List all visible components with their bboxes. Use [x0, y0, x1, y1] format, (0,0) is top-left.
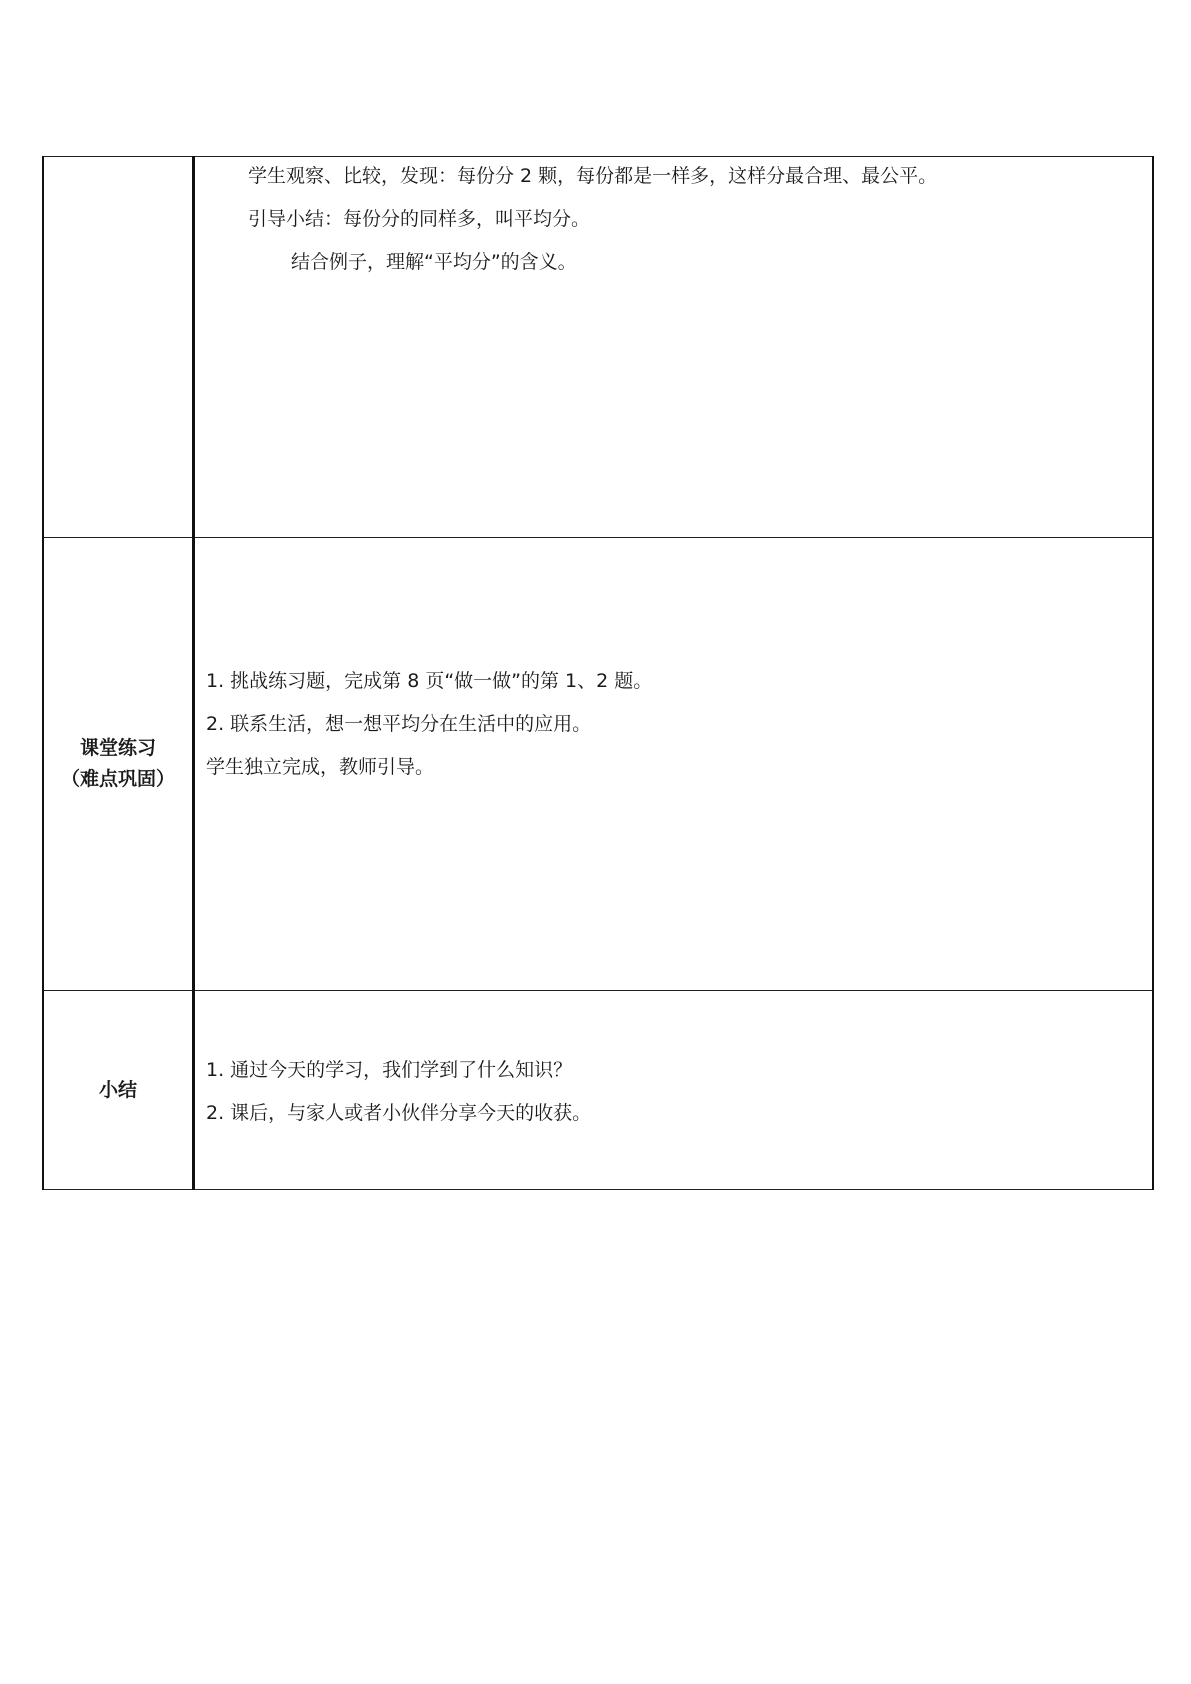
- row-label-classroom-practice: [43, 538, 194, 991]
- text-line: 2. 课后，与家人或者小伙伴分享今天的收获。: [206, 1102, 592, 1124]
- row-content-classroom-practice: [194, 538, 1154, 991]
- row-label-line1: 小结: [98, 1078, 137, 1101]
- table-row-classroom-practice: [43, 538, 1153, 991]
- row-label-line1: 课堂练习: [79, 737, 156, 759]
- row-label-line2: （难点巩固）: [60, 768, 175, 790]
- row-label-summary: [43, 991, 194, 1190]
- text-line: 学生观察、比较，发现：每份分 2 颗，每份都是一样多，这样分最合理、最公平。: [248, 165, 938, 187]
- lesson-plan-table: [42, 156, 1154, 1190]
- row-content-teaching-process: [194, 157, 1154, 538]
- table-row-summary: [43, 991, 1153, 1190]
- text-line: 结合例子，理解“平均分”的含义。: [291, 251, 577, 273]
- text-line: 1. 挑战练习题，完成第 8 页“做一做”的第 1、2 题。: [206, 670, 653, 692]
- row-label-empty: [43, 157, 194, 538]
- text-line: 引导小结：每份分的同样多，叫平均分。: [248, 208, 591, 230]
- text-line: 学生独立完成，教师引导。: [206, 756, 435, 778]
- row-content-summary: [194, 991, 1154, 1190]
- text-line: 2. 联系生活，想一想平均分在生活中的应用。: [206, 713, 592, 735]
- text-line: 1. 通过今天的学习，我们学到了什么知识？: [206, 1059, 573, 1081]
- table-row-teaching-process: [43, 157, 1153, 538]
